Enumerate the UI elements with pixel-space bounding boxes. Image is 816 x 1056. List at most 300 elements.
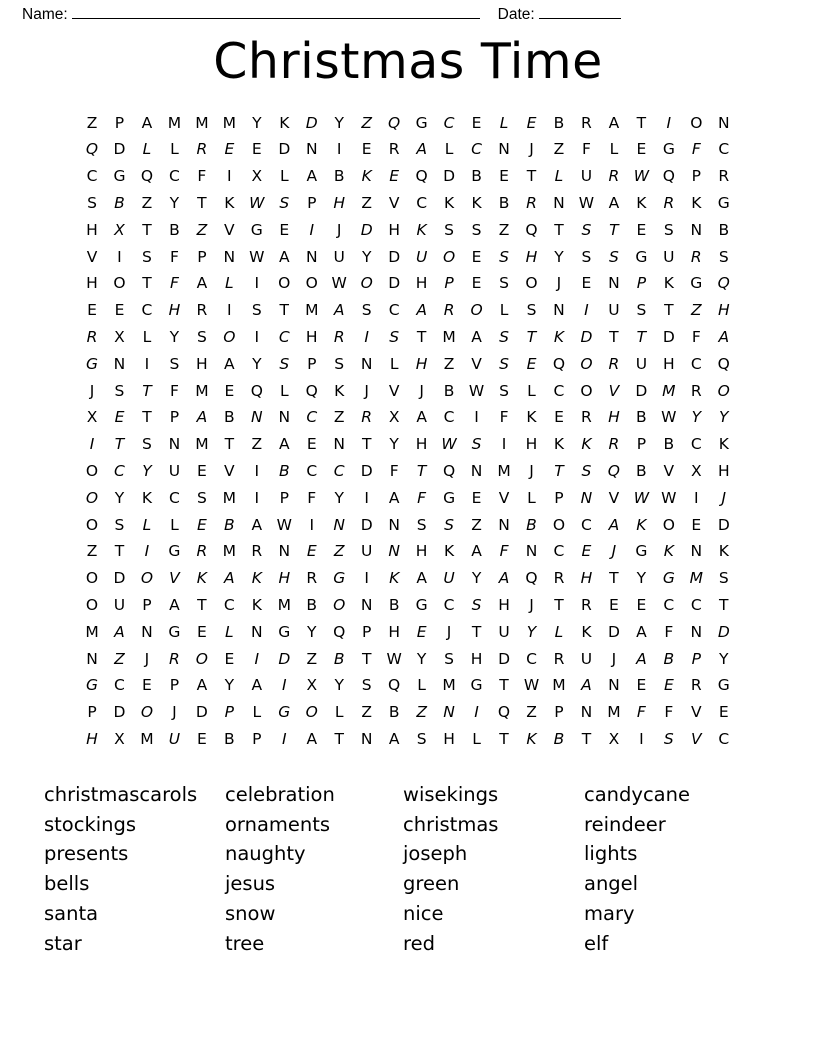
grid-cell[interactable]: L	[554, 167, 564, 186]
grid-cell[interactable]: N	[690, 542, 703, 561]
grid-cell[interactable]: C	[306, 408, 318, 427]
grid-cell[interactable]: A	[416, 569, 427, 588]
grid-cell[interactable]: T	[142, 274, 152, 293]
grid-cell[interactable]: E	[718, 703, 729, 722]
grid-cell[interactable]: K	[334, 381, 345, 400]
grid-cell[interactable]: T	[416, 462, 427, 480]
grid-cell[interactable]: Q	[388, 676, 401, 695]
grid-cell[interactable]: Q	[607, 462, 620, 480]
grid-cell[interactable]: E	[691, 515, 702, 534]
grid-cell[interactable]: L	[389, 354, 399, 373]
grid-cell[interactable]: J	[529, 140, 534, 159]
grid-cell[interactable]: I	[227, 301, 232, 320]
grid-cell[interactable]: C	[416, 194, 428, 213]
grid-cell[interactable]: C	[718, 729, 730, 748]
grid-cell[interactable]: B	[636, 462, 647, 480]
grid-cell[interactable]: U	[498, 622, 510, 641]
grid-cell[interactable]: B	[553, 113, 565, 132]
grid-cell[interactable]: Y	[252, 113, 262, 132]
grid-cell[interactable]: F	[169, 274, 179, 293]
grid-cell[interactable]: F	[197, 167, 207, 186]
grid-cell[interactable]: D	[305, 113, 318, 132]
grid-cell[interactable]: C	[526, 649, 537, 668]
grid-cell[interactable]: C	[333, 462, 345, 480]
grid-cell[interactable]: U	[443, 569, 455, 588]
grid-cell[interactable]: T	[197, 194, 207, 213]
grid-cell[interactable]: K	[581, 435, 592, 454]
grid-cell[interactable]: J	[172, 703, 177, 722]
grid-cell[interactable]: R	[608, 167, 620, 186]
grid-cell[interactable]: L	[225, 274, 234, 293]
grid-cell[interactable]: B	[388, 703, 400, 722]
grid-cell[interactable]: V	[691, 729, 702, 748]
grid-cell[interactable]: B	[636, 408, 647, 427]
grid-cell[interactable]: E	[196, 622, 207, 641]
grid-cell[interactable]: X	[608, 729, 620, 748]
grid-cell[interactable]: U	[608, 301, 620, 320]
grid-cell[interactable]: N	[690, 622, 703, 641]
word-list-item[interactable]: candycane	[584, 783, 690, 806]
grid-cell[interactable]: E	[554, 408, 564, 427]
grid-cell[interactable]: T	[334, 729, 344, 748]
grid-cell[interactable]: X	[114, 328, 125, 347]
grid-cell[interactable]: A	[306, 729, 318, 748]
grid-cell[interactable]: H	[415, 435, 428, 454]
grid-cell[interactable]: H	[525, 247, 538, 266]
grid-cell[interactable]: G	[662, 569, 675, 588]
grid-cell[interactable]: C	[690, 354, 702, 373]
grid-cell[interactable]: L	[279, 381, 289, 400]
grid-cell[interactable]: G	[168, 542, 181, 561]
grid-cell[interactable]: H	[663, 354, 675, 373]
grid-cell[interactable]: A	[471, 328, 482, 347]
grid-cell[interactable]: Z	[361, 703, 372, 722]
grid-cell[interactable]: O	[717, 381, 730, 400]
grid-cell[interactable]: Y	[334, 488, 344, 507]
grid-cell[interactable]: H	[717, 301, 730, 320]
grid-cell[interactable]: A	[608, 194, 620, 213]
grid-cell[interactable]: E	[636, 595, 647, 614]
grid-cell[interactable]: A	[581, 676, 592, 695]
grid-cell[interactable]: F	[664, 703, 674, 722]
grid-cell[interactable]: A	[388, 729, 400, 748]
grid-cell[interactable]: L	[499, 301, 509, 320]
grid-cell[interactable]: H	[86, 274, 98, 293]
grid-cell[interactable]: T	[609, 328, 619, 347]
grid-cell[interactable]: Z	[443, 354, 455, 373]
grid-cell[interactable]: S	[444, 649, 455, 668]
grid-cell[interactable]: O	[305, 703, 318, 722]
grid-cell[interactable]: D	[113, 703, 126, 722]
grid-cell[interactable]: K	[141, 488, 153, 507]
grid-cell[interactable]: O	[223, 328, 236, 347]
grid-cell[interactable]: N	[360, 729, 373, 748]
grid-cell[interactable]: K	[471, 194, 482, 213]
grid-cell[interactable]: R	[553, 649, 565, 668]
grid-cell[interactable]: K	[663, 274, 674, 293]
grid-cell[interactable]: T	[609, 220, 619, 239]
grid-cell[interactable]: U	[663, 247, 675, 266]
grid-cell[interactable]: R	[306, 569, 318, 588]
grid-cell[interactable]: A	[224, 354, 235, 373]
grid-cell[interactable]: Z	[333, 542, 345, 561]
grid-cell[interactable]: U	[580, 649, 593, 668]
grid-cell[interactable]: C	[223, 595, 235, 614]
grid-cell[interactable]: B	[553, 729, 565, 748]
grid-cell[interactable]: A	[636, 649, 647, 668]
grid-cell[interactable]: H	[196, 354, 208, 373]
grid-cell[interactable]: R	[361, 408, 373, 427]
grid-cell[interactable]: V	[86, 247, 98, 266]
grid-cell[interactable]: V	[608, 488, 620, 507]
grid-cell[interactable]: R	[690, 676, 702, 695]
grid-cell[interactable]: E	[471, 247, 482, 266]
grid-cell[interactable]: Q	[717, 274, 730, 293]
grid-cell[interactable]: N	[360, 354, 373, 373]
grid-cell[interactable]: K	[361, 167, 372, 186]
grid-cell[interactable]: R	[169, 649, 180, 668]
grid-cell[interactable]: E	[87, 301, 97, 320]
grid-cell[interactable]: C	[718, 140, 730, 159]
grid-cell[interactable]: U	[415, 247, 428, 266]
grid-cell[interactable]: U	[333, 247, 345, 266]
grid-cell[interactable]: I	[336, 140, 342, 159]
grid-cell[interactable]: M	[497, 462, 511, 480]
grid-cell[interactable]: F	[664, 622, 674, 641]
grid-cell[interactable]: I	[584, 301, 589, 320]
grid-cell[interactable]: J	[721, 488, 727, 507]
grid-cell[interactable]: U	[113, 595, 126, 614]
grid-cell[interactable]: T	[719, 595, 729, 614]
grid-cell[interactable]: S	[389, 328, 400, 347]
grid-cell[interactable]: M	[442, 676, 456, 695]
grid-cell[interactable]: Z	[141, 194, 153, 213]
grid-cell[interactable]: U	[635, 354, 648, 373]
grid-cell[interactable]: H	[168, 301, 181, 320]
grid-cell[interactable]: Q	[85, 140, 99, 159]
grid-cell[interactable]: I	[364, 569, 369, 588]
grid-cell[interactable]: G	[443, 488, 456, 507]
grid-cell[interactable]: A	[251, 676, 263, 695]
grid-cell[interactable]: I	[474, 408, 479, 427]
grid-cell[interactable]: G	[113, 167, 126, 186]
grid-cell[interactable]: R	[608, 354, 620, 373]
grid-cell[interactable]: A	[306, 167, 318, 186]
grid-cell[interactable]: I	[254, 649, 260, 668]
grid-cell[interactable]: Q	[140, 167, 154, 186]
grid-cell[interactable]: V	[691, 703, 702, 722]
grid-cell[interactable]: A	[416, 408, 427, 427]
grid-cell[interactable]: A	[498, 569, 510, 588]
grid-cell[interactable]: D	[113, 569, 126, 588]
grid-cell[interactable]: P	[636, 274, 647, 293]
grid-cell[interactable]: R	[718, 167, 730, 186]
grid-cell[interactable]: K	[553, 435, 565, 454]
grid-cell[interactable]: H	[86, 220, 98, 239]
grid-cell[interactable]: B	[718, 220, 730, 239]
grid-cell[interactable]: S	[279, 194, 290, 213]
word-list-item[interactable]: reindeer	[584, 812, 666, 836]
grid-cell[interactable]: P	[252, 729, 262, 748]
grid-cell[interactable]: H	[580, 569, 593, 588]
grid-cell[interactable]: A	[636, 622, 647, 641]
grid-cell[interactable]: B	[333, 649, 345, 668]
grid-cell[interactable]: R	[690, 247, 702, 266]
grid-cell[interactable]: P	[87, 703, 97, 722]
grid-cell[interactable]: A	[608, 515, 620, 534]
grid-cell[interactable]: Y	[169, 194, 180, 213]
grid-cell[interactable]: E	[279, 220, 290, 239]
grid-cell[interactable]: T	[142, 408, 152, 427]
grid-cell[interactable]: V	[471, 354, 482, 373]
grid-cell[interactable]: X	[306, 676, 318, 695]
grid-cell[interactable]: S	[636, 301, 647, 320]
grid-cell[interactable]: S	[87, 194, 97, 213]
grid-cell[interactable]: J	[611, 649, 617, 668]
grid-cell[interactable]: C	[168, 167, 180, 186]
grid-cell[interactable]: T	[197, 595, 207, 614]
grid-cell[interactable]: A	[416, 140, 427, 159]
grid-cell[interactable]: G	[717, 194, 730, 213]
grid-cell[interactable]: C	[168, 488, 180, 507]
grid-cell[interactable]: M	[195, 381, 209, 400]
word-search-grid[interactable]	[82, 110, 734, 753]
grid-cell[interactable]: F	[636, 703, 646, 722]
grid-cell[interactable]: K	[526, 408, 537, 427]
grid-cell[interactable]: Y	[719, 649, 729, 668]
grid-cell[interactable]: S	[526, 301, 537, 320]
grid-cell[interactable]: I	[364, 328, 369, 347]
grid-cell[interactable]: I	[117, 247, 122, 266]
grid-cell[interactable]: C	[114, 462, 125, 480]
grid-cell[interactable]: N	[608, 676, 620, 695]
grid-cell[interactable]: O	[85, 569, 99, 588]
grid-cell[interactable]: Q	[552, 354, 566, 373]
grid-cell[interactable]: S	[471, 595, 482, 614]
grid-cell[interactable]: B	[278, 462, 290, 480]
grid-cell[interactable]: T	[142, 381, 152, 400]
grid-cell[interactable]: T	[361, 435, 372, 454]
grid-cell[interactable]: S	[169, 354, 180, 373]
grid-cell[interactable]: P	[307, 194, 317, 213]
grid-cell[interactable]: J	[419, 381, 424, 400]
grid-cell[interactable]: A	[251, 515, 263, 534]
grid-cell[interactable]: F	[169, 381, 179, 400]
grid-cell[interactable]: C	[278, 328, 290, 347]
grid-cell[interactable]: N	[470, 462, 483, 480]
grid-cell[interactable]: D	[278, 649, 291, 668]
word-list-item[interactable]: elf	[584, 931, 609, 955]
grid-cell[interactable]: N	[333, 515, 346, 534]
grid-cell[interactable]: N	[251, 408, 263, 427]
grid-cell[interactable]: P	[554, 488, 564, 507]
grid-cell[interactable]: Y	[114, 488, 125, 507]
grid-cell[interactable]: P	[362, 622, 372, 641]
grid-cell[interactable]: T	[416, 328, 427, 347]
grid-cell[interactable]: D	[360, 220, 373, 239]
grid-cell[interactable]: A	[471, 542, 482, 561]
grid-cell[interactable]: S	[499, 381, 509, 400]
grid-cell[interactable]: A	[416, 301, 427, 320]
grid-cell[interactable]: Y	[554, 247, 564, 266]
grid-cell[interactable]: O	[85, 515, 99, 534]
grid-cell[interactable]: W	[441, 435, 457, 454]
word-list-item[interactable]: wisekings	[403, 783, 499, 806]
word-list-item[interactable]: bells	[44, 872, 90, 896]
grid-cell[interactable]: F	[581, 140, 591, 159]
grid-cell[interactable]: W	[661, 488, 677, 507]
grid-cell[interactable]: Y	[334, 676, 344, 695]
grid-cell[interactable]: S	[663, 220, 674, 239]
grid-cell[interactable]: I	[254, 488, 260, 507]
grid-cell[interactable]: S	[608, 247, 619, 266]
grid-cell[interactable]: T	[664, 301, 674, 320]
grid-cell[interactable]: S	[334, 354, 345, 373]
grid-cell[interactable]: I	[364, 488, 369, 507]
grid-cell[interactable]: E	[526, 354, 537, 373]
grid-cell[interactable]: K	[636, 194, 647, 213]
word-list-item[interactable]: stockings	[44, 812, 137, 836]
grid-cell[interactable]: E	[471, 488, 482, 507]
grid-cell[interactable]: G	[415, 595, 428, 614]
grid-cell[interactable]: V	[169, 569, 180, 588]
grid-cell[interactable]: W	[633, 488, 650, 507]
grid-cell[interactable]: M	[222, 113, 237, 132]
grid-cell[interactable]: R	[251, 542, 263, 561]
grid-cell[interactable]: S	[499, 354, 509, 373]
grid-cell[interactable]: A	[141, 113, 153, 132]
grid-cell[interactable]: S	[499, 328, 509, 347]
grid-cell[interactable]: T	[526, 167, 537, 186]
grid-cell[interactable]: Q	[415, 167, 428, 186]
grid-cell[interactable]: F	[417, 488, 427, 507]
grid-cell[interactable]: G	[250, 220, 263, 239]
word-list-item[interactable]: presents	[44, 842, 129, 866]
grid-cell[interactable]: Y	[169, 328, 180, 347]
grid-cell[interactable]: S	[416, 729, 427, 748]
grid-cell[interactable]: L	[417, 676, 426, 695]
grid-cell[interactable]: E	[471, 113, 482, 132]
grid-cell[interactable]: M	[222, 488, 237, 507]
grid-cell[interactable]: W	[633, 167, 650, 186]
grid-cell[interactable]: T	[554, 595, 564, 614]
grid-cell[interactable]: Q	[662, 167, 675, 186]
grid-cell[interactable]: R	[196, 542, 208, 561]
grid-cell[interactable]: K	[196, 569, 207, 588]
grid-cell[interactable]: E	[251, 140, 262, 159]
grid-cell[interactable]: O	[360, 274, 373, 293]
grid-cell[interactable]: N	[443, 703, 455, 722]
grid-cell[interactable]: T	[224, 435, 235, 454]
grid-cell[interactable]: T	[609, 569, 619, 588]
grid-cell[interactable]: X	[86, 408, 98, 427]
grid-cell[interactable]: R	[196, 140, 208, 159]
grid-cell[interactable]: N	[608, 274, 620, 293]
grid-cell[interactable]: F	[499, 542, 509, 561]
grid-cell[interactable]: M	[607, 703, 621, 722]
grid-cell[interactable]: T	[526, 328, 537, 347]
grid-cell[interactable]: T	[279, 301, 290, 320]
grid-cell[interactable]: H	[86, 729, 98, 748]
grid-cell[interactable]: L	[170, 140, 179, 159]
word-list-item[interactable]: ornaments	[225, 812, 331, 836]
grid-cell[interactable]: E	[636, 676, 647, 695]
grid-cell[interactable]: T	[636, 328, 647, 347]
grid-cell[interactable]: U	[580, 167, 593, 186]
grid-cell[interactable]: A	[718, 328, 730, 347]
grid-cell[interactable]: Z	[471, 515, 482, 534]
grid-cell[interactable]: X	[691, 462, 702, 480]
grid-cell[interactable]: H	[388, 622, 400, 641]
grid-cell[interactable]: K	[444, 542, 455, 561]
grid-cell[interactable]: K	[663, 542, 674, 561]
grid-cell[interactable]: P	[224, 703, 235, 722]
grid-cell[interactable]: E	[114, 408, 125, 427]
grid-cell[interactable]: S	[444, 515, 455, 534]
grid-cell[interactable]: K	[251, 595, 262, 614]
grid-cell[interactable]: T	[636, 113, 647, 132]
grid-cell[interactable]: T	[554, 462, 564, 480]
grid-cell[interactable]: R	[443, 301, 455, 320]
grid-cell[interactable]: Y	[691, 408, 702, 427]
grid-cell[interactable]: N	[278, 408, 291, 427]
grid-cell[interactable]: I	[254, 462, 260, 480]
grid-cell[interactable]: Z	[361, 194, 372, 213]
grid-cell[interactable]: M	[689, 569, 703, 588]
grid-cell[interactable]: L	[142, 328, 152, 347]
grid-cell[interactable]: B	[224, 729, 235, 748]
grid-cell[interactable]: A	[224, 569, 235, 588]
grid-cell[interactable]: I	[309, 515, 315, 534]
grid-cell[interactable]: S	[361, 676, 372, 695]
grid-cell[interactable]: C	[553, 381, 565, 400]
grid-cell[interactable]: D	[195, 703, 208, 722]
grid-cell[interactable]: I	[501, 435, 507, 454]
grid-cell[interactable]: E	[499, 167, 509, 186]
grid-cell[interactable]: F	[691, 328, 701, 347]
grid-cell[interactable]: R	[581, 595, 592, 614]
grid-cell[interactable]: O	[690, 113, 703, 132]
grid-cell[interactable]: R	[663, 194, 675, 213]
grid-cell[interactable]: E	[471, 274, 482, 293]
grid-cell[interactable]: A	[388, 488, 400, 507]
grid-cell[interactable]: C	[690, 435, 702, 454]
word-list-item[interactable]: lights	[584, 842, 638, 866]
grid-cell[interactable]: T	[581, 729, 592, 748]
grid-cell[interactable]: J	[446, 622, 452, 641]
grid-cell[interactable]: O	[442, 247, 456, 266]
grid-cell[interactable]: C	[114, 676, 125, 695]
grid-cell[interactable]: N	[305, 247, 318, 266]
grid-cell[interactable]: B	[663, 649, 675, 668]
grid-cell[interactable]: S	[581, 462, 592, 480]
grid-cell[interactable]: E	[526, 113, 537, 132]
date-blank-line[interactable]	[539, 5, 621, 19]
grid-cell[interactable]: G	[278, 622, 291, 641]
grid-cell[interactable]: S	[471, 435, 482, 454]
word-list-item[interactable]: jesus	[225, 872, 276, 896]
grid-cell[interactable]: K	[636, 515, 647, 534]
grid-cell[interactable]: G	[85, 354, 98, 373]
grid-cell[interactable]: P	[197, 247, 207, 266]
grid-cell[interactable]: Y	[719, 408, 729, 427]
grid-cell[interactable]: H	[525, 435, 538, 454]
word-list-item[interactable]: naughty	[225, 842, 306, 866]
grid-cell[interactable]: M	[222, 542, 237, 561]
grid-cell[interactable]: R	[333, 328, 345, 347]
grid-cell[interactable]: V	[608, 381, 620, 400]
grid-cell[interactable]: B	[498, 194, 510, 213]
